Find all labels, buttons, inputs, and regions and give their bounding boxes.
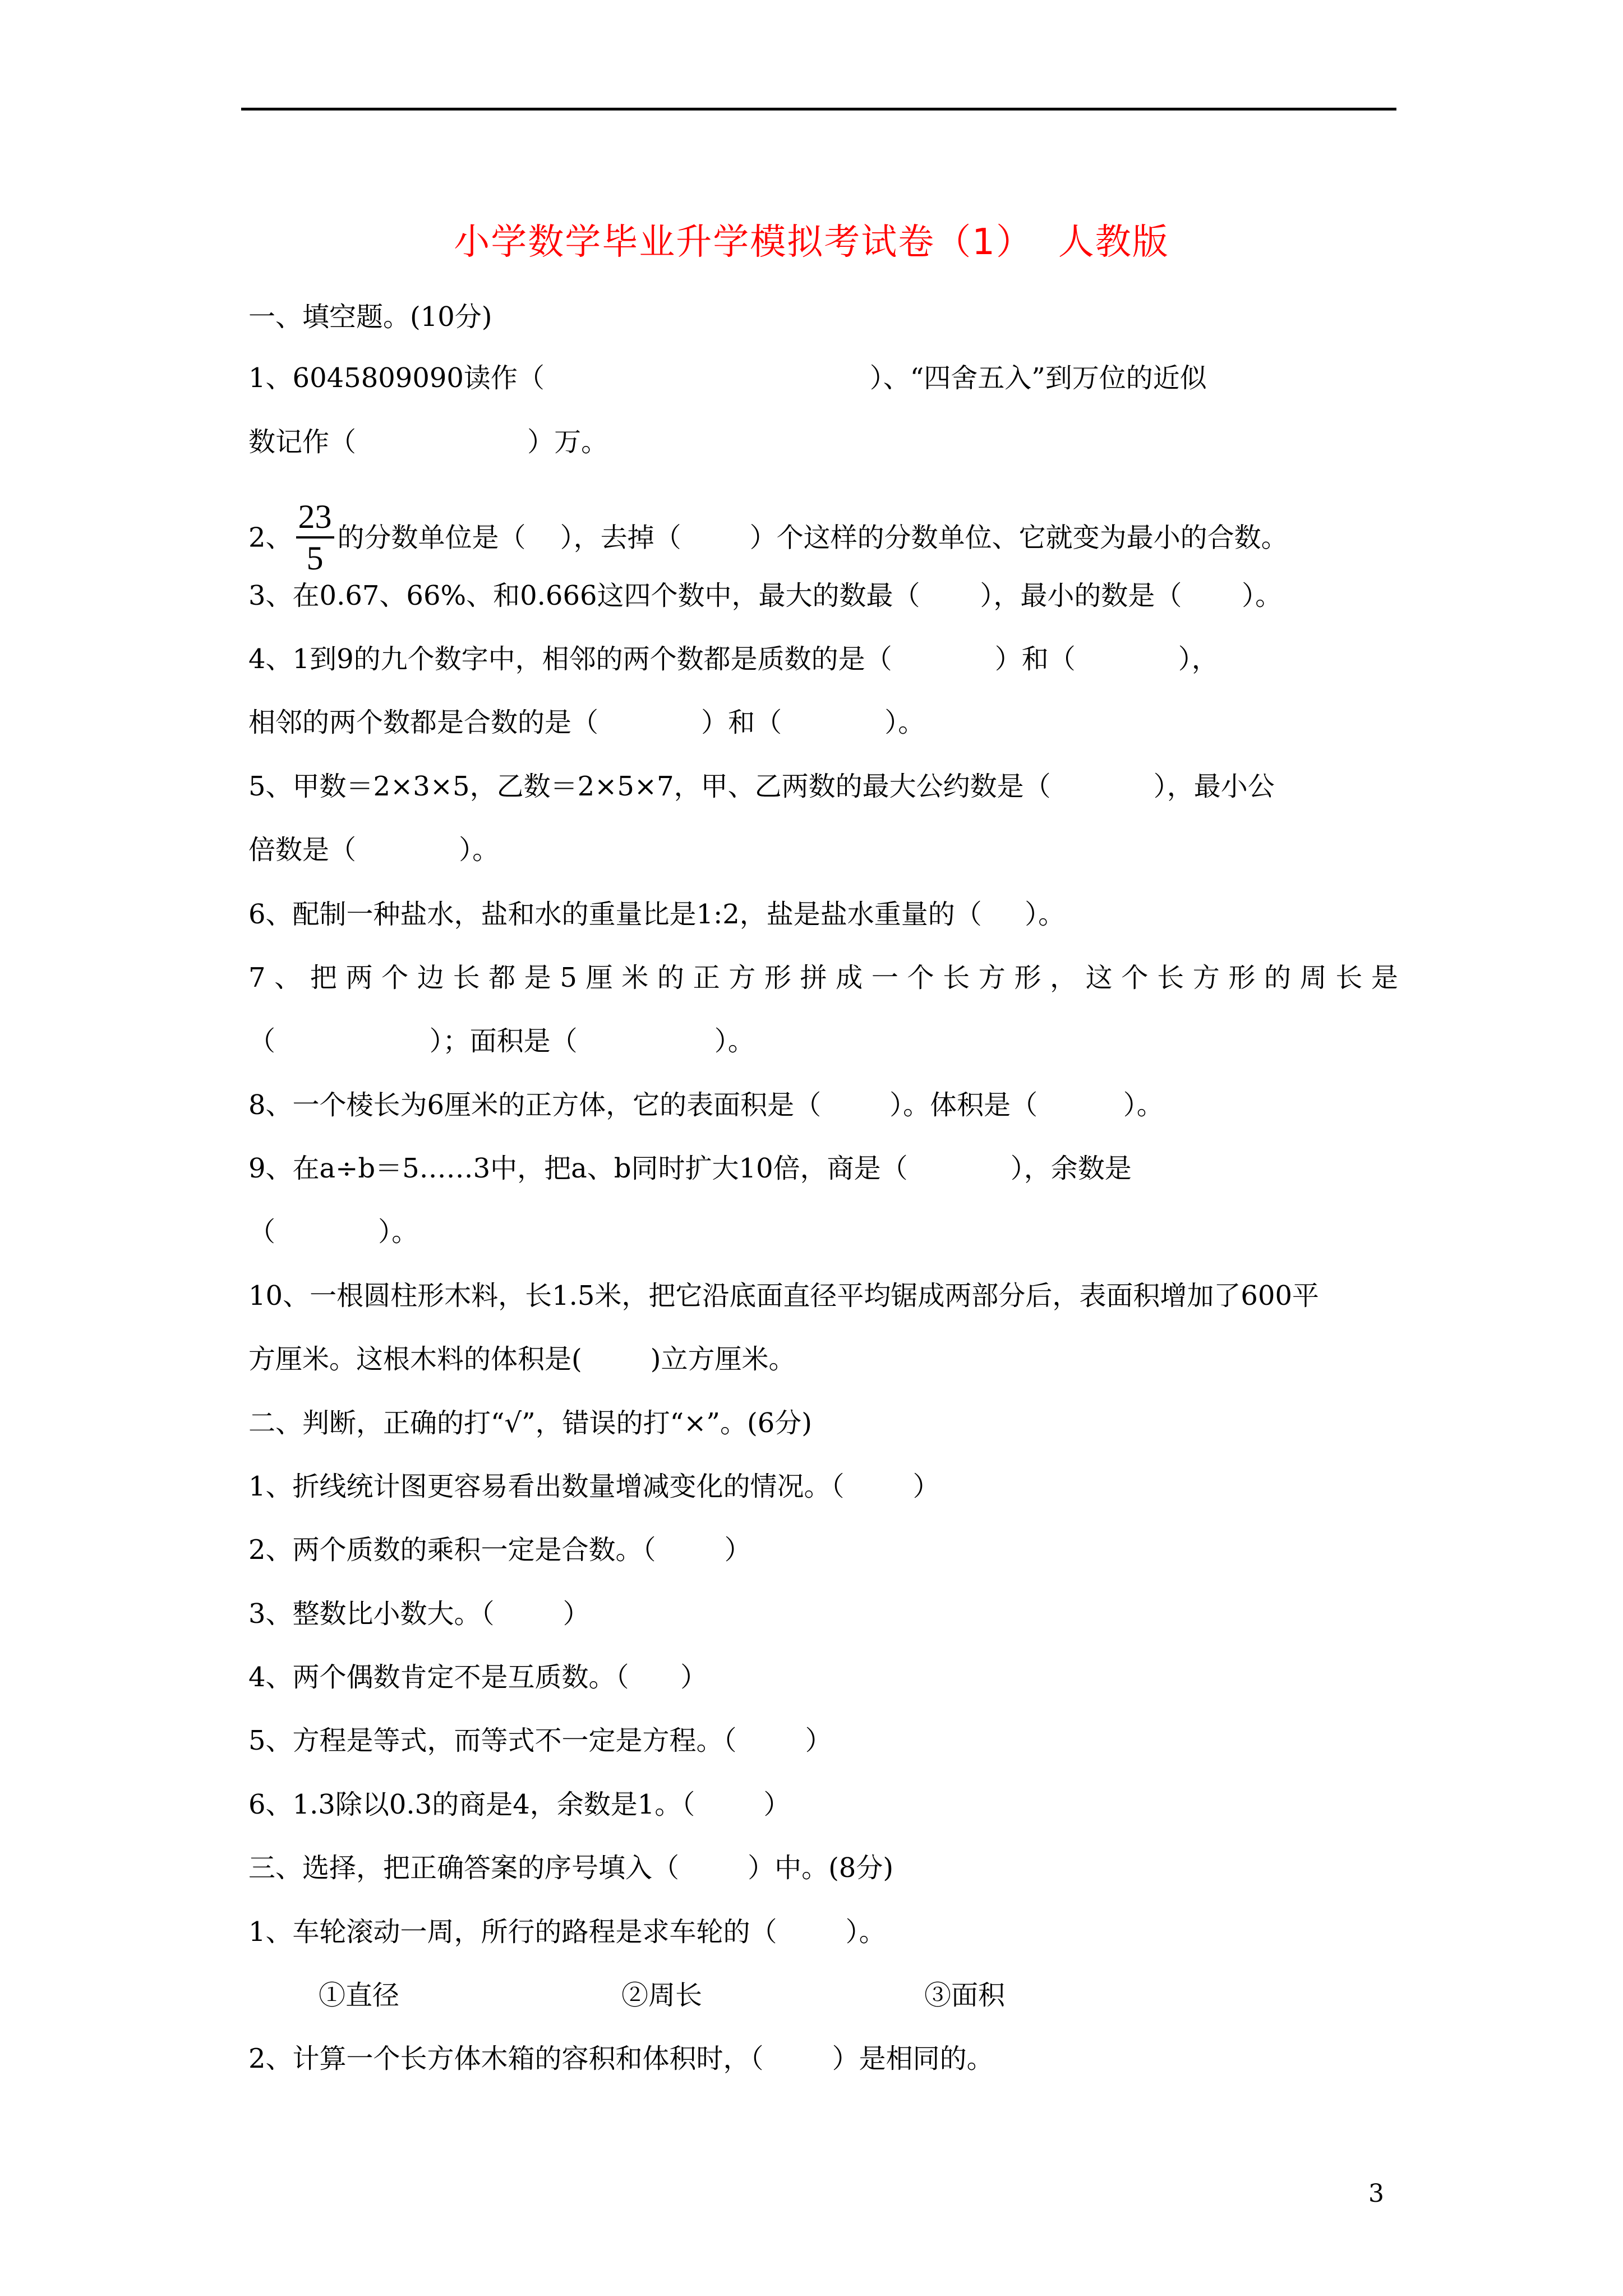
question-1-7-line-a: 7、把两个边长都是5厘米的正方形拼成一个长方形，这个长方形的周长是 bbox=[248, 962, 1398, 993]
judge-item: 3、整数比小数大。（ ） bbox=[248, 1598, 590, 1630]
question-1-6: 6、配制一种盐水，盐和水的重量比是1:2，盐是盐水重量的（ ）。 bbox=[248, 899, 1066, 930]
option-2: ②周长 bbox=[621, 1980, 703, 2011]
question-1-9-line-b: （ ）。 bbox=[248, 1216, 419, 1248]
question-1-5-line-a: 5、甲数＝2×3×5，乙数＝2×5×7，甲、乙两数的最大公约数是（ ），最小公 bbox=[248, 771, 1275, 802]
question-1-2-prefix: 2、 bbox=[248, 522, 293, 554]
question-1-8: 8、一个棱长为6厘米的正方体，它的表面积是（ ）。体积是（ ）。 bbox=[248, 1089, 1164, 1121]
fraction-numerator: 23 bbox=[296, 497, 334, 539]
question-1-2-text: 的分数单位是（ ），去掉（ ）个这样的分数单位、它就变为最小的合数。 bbox=[337, 522, 1288, 554]
page-number: 3 bbox=[1368, 2179, 1384, 2208]
header-rule bbox=[241, 108, 1396, 111]
option-1: ①直径 bbox=[319, 1980, 400, 2011]
question-1-2 bbox=[248, 499, 1398, 580]
judge-item: 1、折线统计图更容易看出数量增减变化的情况。（ ） bbox=[248, 1471, 940, 1502]
question-1-4-line-a: 4、1到9的九个数字中，相邻的两个数都是质数的是（ ）和（ ）， bbox=[248, 643, 1219, 675]
question-1-1-line-b: 数记作（ ）万。 bbox=[248, 426, 608, 458]
section2-heading: 二、判断，正确的打“√”，错误的打“×”。(6分) bbox=[248, 1407, 812, 1439]
question-1-10-line-a: 10、一根圆柱形木料，长1.5米，把它沿底面直径平均锯成两部分后，表面积增加了600平 bbox=[248, 1280, 1320, 1312]
fraction-23-5 bbox=[296, 497, 334, 578]
question-1-5-line-b: 倍数是（ ）。 bbox=[248, 834, 500, 866]
judge-item: 5、方程是等式，而等式不一定是方程。（ ） bbox=[248, 1725, 832, 1756]
choice-question-1: 1、车轮滚动一周，所行的路程是求车轮的（ ）。 bbox=[248, 1916, 886, 1948]
question-1-10-line-b: 方厘米。这根木料的体积是( )立方厘米。 bbox=[248, 1343, 796, 1375]
section3-heading: 三、选择，把正确答案的序号填入（ ）中。(8分) bbox=[248, 1852, 894, 1884]
judge-item: 2、两个质数的乘积一定是合数。（ ） bbox=[248, 1534, 751, 1566]
fraction-denominator: 5 bbox=[306, 540, 324, 577]
exam-title: 小学数学毕业升学模拟考试卷（1） 人教版 bbox=[454, 222, 1169, 263]
judge-item: 4、两个偶数肯定不是互质数。（ ） bbox=[248, 1662, 708, 1693]
option-3: ③面积 bbox=[924, 1980, 1006, 2011]
judge-item: 6、1.3除以0.3的商是4，余数是1。（ ） bbox=[248, 1789, 791, 1820]
question-1-1-line-a: 1、6045809090读作（ ）、“四舍五入”到万位的近似 bbox=[248, 362, 1207, 394]
choice-question-2: 2、计算一个长方体木箱的容积和体积时，（ ）是相同的。 bbox=[248, 2043, 994, 2074]
question-1-4-line-b: 相邻的两个数都是合数的是（ ）和（ ）。 bbox=[248, 707, 925, 738]
section1-heading: 一、填空题。(10分) bbox=[248, 301, 492, 333]
question-1-3: 3、在0.67、66%、和0.666这四个数中，最大的数最（ ），最小的数是（ ）。 bbox=[248, 580, 1283, 611]
question-1-9-line-a: 9、在a÷b＝5……3中，把a、b同时扩大10倍，商是（ ），余数是 bbox=[248, 1153, 1132, 1184]
question-1-7-line-b: （ ）；面积是（ ）。 bbox=[248, 1025, 755, 1057]
